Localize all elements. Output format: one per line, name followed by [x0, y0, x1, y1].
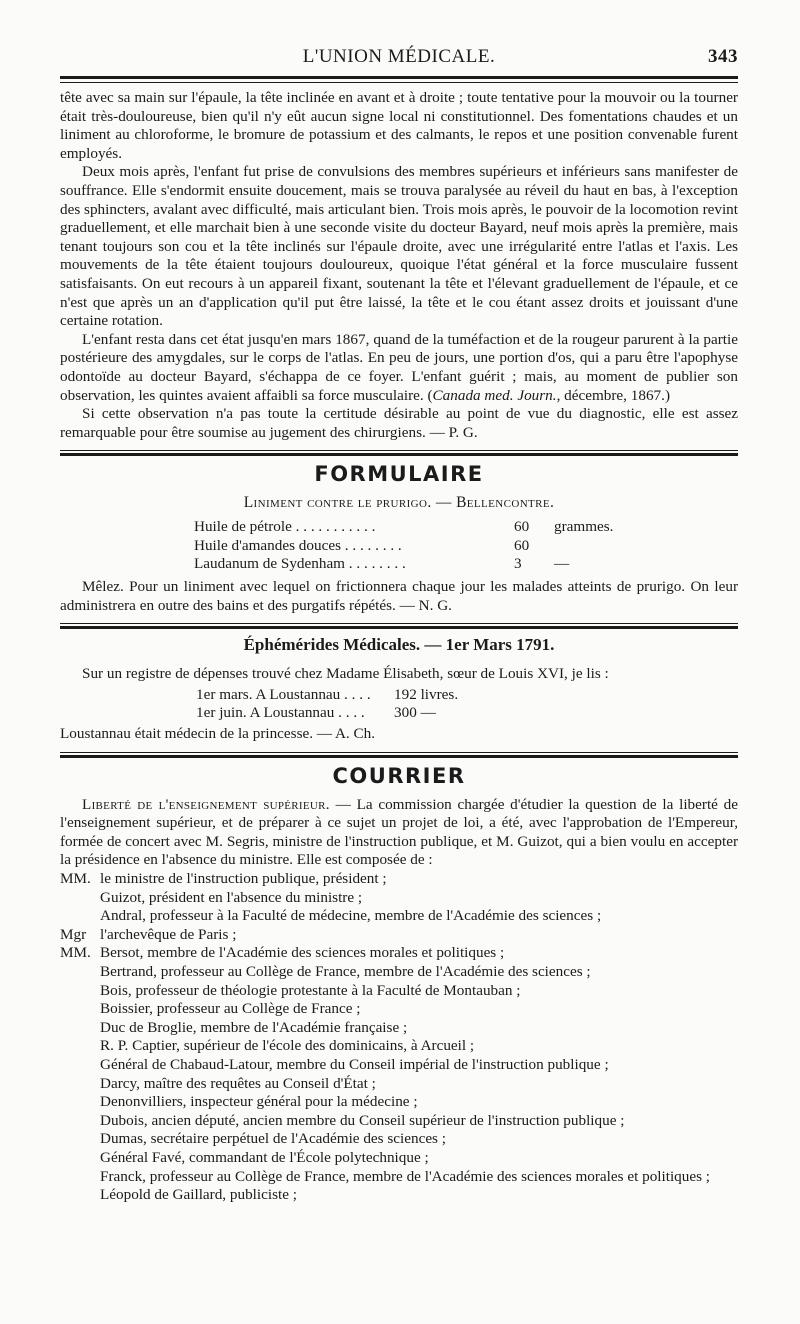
ingredient-unit: grammes.	[554, 518, 614, 536]
member-text: Général de Chabaud-Latour, membre du Conseil impérial de l'instruction publique ;	[100, 1055, 609, 1073]
member-row	[60, 1075, 738, 1094]
member-text: Duc de Broglie, membre de l'Académie française ;	[100, 1018, 408, 1036]
member-row	[60, 1037, 738, 1056]
member-text: Boissier, professeur au Collège de France ;	[100, 1000, 361, 1018]
section-rule-formulaire	[60, 450, 738, 456]
ephemerides-date: 1er mars. A Loustannau . . . .	[196, 685, 371, 703]
member-row	[60, 982, 738, 1001]
ephemerides-title: Éphémérides Médicales. — 1er Mars 1791.	[243, 635, 555, 655]
citation-open: (	[427, 386, 433, 404]
journal-title: L'UNION MÉDICALE.	[302, 46, 496, 67]
member-text: Dubois, ancien député, ancien membre du Conseil supérieur de l'instruction publique ;	[100, 1111, 625, 1129]
member-prefix	[60, 1149, 100, 1168]
member-text: l'archevêque de Paris ;	[100, 925, 237, 943]
ingredient-name: Huile de pétrole . . . . . . . . . . .	[194, 518, 376, 536]
member-prefix: MM.	[60, 870, 91, 887]
running-head	[60, 46, 738, 72]
member-text: Andral, professeur à la Faculté de médecine, membre de l'Académie des sciences ;	[100, 907, 602, 925]
member-text: Denonvilliers, inspecteur général pour la médecine ;	[100, 1093, 418, 1111]
member-prefix	[60, 982, 100, 1001]
formulaire-text: Mêlez. Pour un liniment avec lequel on frictionnera chaque jour les malades atteints de prurigo. On leur administrera en outre des bains et des purgatifs répétés. — N. G.	[60, 578, 738, 614]
paragraph-4: Si cette observation n'a pas toute la certitude désirable au point de vue du diagnostic, elle est assez remarquable pour être soumise au jugement des chirurgiens. — P. G.	[60, 405, 738, 441]
member-row	[60, 907, 738, 926]
member-text: Bertrand, professeur au Collège de France, membre de l'Académie des sciences ;	[100, 962, 591, 980]
member-row	[60, 963, 738, 982]
member-text: Général Favé, commandant de l'École polytechnique ;	[100, 1148, 429, 1166]
member-prefix	[60, 1186, 100, 1205]
member-prefix	[60, 1037, 100, 1056]
member-text: Léopold de Gaillard, publiciste ;	[100, 1186, 297, 1204]
ingredient-list	[194, 518, 738, 574]
paragraph-3-text: L'enfant resta dans cet état jusqu'en mars 1867, quand de la tuméfaction et de la rougeur parurent à la partie postérieure des amygdales, sur le corps de l'atlas. En peu de jours, une portion d'os, qui a paru être l'apophyse odontoïde au docteur Bayard, s'échappa de ce foyer. L'enfant guérit ; mais, au moment de publier son observation, les quintes avaient affaibli sa force musculaire.	[60, 330, 738, 404]
section-rule-ephemerides	[60, 623, 738, 629]
paragraph-3	[60, 331, 738, 405]
member-text: le ministre de l'instruction publique, président ;	[100, 870, 387, 887]
member-row	[60, 1130, 738, 1149]
member-prefix	[60, 963, 100, 982]
courrier-lead: Liberté de l'enseignement supérieur.	[82, 795, 330, 813]
member-row	[60, 926, 738, 945]
member-text: Franck, professeur au Collège de France, membre de l'Académie des sciences morales et politiques ;	[100, 1167, 711, 1185]
member-prefix	[60, 907, 100, 926]
member-prefix: Mgr	[60, 925, 87, 943]
header-rule	[60, 76, 738, 83]
citation-source: Canada med. Journ.	[432, 386, 557, 404]
member-prefix	[60, 1019, 100, 1038]
courrier-paragraph	[60, 796, 738, 870]
ingredient-qty: 60	[514, 536, 530, 554]
courrier-title: COURRIER	[332, 763, 466, 788]
member-row	[60, 889, 738, 908]
member-prefix	[60, 1075, 100, 1094]
member-row	[60, 1000, 738, 1019]
section-rule-courrier	[60, 752, 738, 758]
member-text: Bersot, membre de l'Académie des sciences morales et politiques ;	[100, 944, 505, 962]
member-prefix	[60, 1056, 100, 1075]
paragraph-2: Deux mois après, l'enfant fut prise de convulsions des membres supérieurs et inférieurs sans manifester de souffrance. Elle s'endormit ensuite doucement, mais se trouva paralysée au réveil du haut en bas, à l'exception des sphincters, avalant avec difficulté, mais articulant bien. Trois mois après, le pouvoir de la locomotion revint graduellement, et elle marchait bien à une seconde visite du docteur Bayard, neuf mois après la première, mais tenant toujours son cou et la tête inclinés sur l'épaule droite, avec une irrégularité entre l'atlas et l'axis. Les mouvements de la tête étaient toujours douloureux, quoique l'état général et la force musculaire fussent satisfaisants. On eut recours à un appareil fixant, soutenant la tête et l'élevant graduellement de l'épaule, et ce n'est que après un an d'application qu'il put être laissé, la tête et le cou étant assez droits et jouissant d'une certaine rotation.	[60, 163, 738, 330]
formulaire-title: FORMULAIRE	[314, 462, 484, 487]
member-prefix	[60, 1112, 100, 1131]
member-text: R. P. Captier, supérieur de l'école des dominicains, à Arcueil ;	[100, 1037, 475, 1055]
ephemerides-date: 1er juin. A Loustannau . . . .	[196, 704, 365, 722]
paragraph-1: tête avec sa main sur l'épaule, la tête inclinée en avant et à droite ; toute tentative pour la mouvoir ou la tourner était très-douloureuse, bien qu'il n'y eût aucun signe local ni constitutionnel. Des fomentations chaudes et un liniment au chloroforme, le bromure de potassium et des calmants, le repos et une position convenable furent employés.	[60, 89, 738, 162]
member-row	[60, 1149, 738, 1168]
member-text: Dumas, secrétaire perpétuel de l'Académie des sciences ;	[100, 1130, 446, 1148]
article-continuation	[60, 89, 738, 442]
member-prefix	[60, 1168, 100, 1187]
member-text: Guizot, président en l'absence du ministre ;	[100, 888, 363, 906]
member-row	[60, 1093, 738, 1112]
ephemerides-row	[196, 704, 738, 723]
member-row	[60, 1186, 738, 1205]
courrier-text: — La commission chargée d'étudier la question de la liberté de l'enseignement supérieur, et de préparer à ce sujet un projet de loi, a été, avec l'approbation de l'Empereur, formée de concert avec M. Segris, ministre de l'instruction publique, et M. Guizot, qui a bien voulu en accepter la présidence en l'absence du ministre. Elle est composée de :	[60, 795, 738, 869]
formulaire-subtitle: Liniment contre le prurigo. — Bellencontre.	[243, 494, 555, 512]
ephemerides-intro: Sur un registre de dépenses trouvé chez Madame Élisabeth, sœur de Louis XVI, je lis :	[82, 665, 609, 683]
member-prefix	[60, 1093, 100, 1112]
ingredient-unit: —	[554, 555, 570, 573]
member-row	[60, 944, 738, 963]
member-row	[60, 1019, 738, 1038]
member-row	[60, 1056, 738, 1075]
ephemerides-row	[196, 686, 738, 705]
ingredient-row	[194, 518, 738, 537]
page-number: 343	[708, 46, 738, 67]
member-row	[60, 1112, 738, 1131]
member-text: Darcy, maître des requêtes au Conseil d'État ;	[100, 1074, 376, 1092]
ephemerides-amount: 300 —	[394, 704, 436, 722]
member-row	[60, 870, 738, 889]
ingredient-row	[194, 537, 738, 556]
member-row	[60, 1168, 738, 1187]
ephemerides-entries	[196, 686, 738, 723]
member-prefix	[60, 1000, 100, 1019]
ephemerides-closing: Loustannau était médecin de la princesse. — A. Ch.	[60, 725, 376, 743]
ingredient-name: Huile d'amandes douces . . . . . . . .	[194, 536, 402, 554]
member-text: Bois, professeur de théologie protestante à la Faculté de Montauban ;	[100, 981, 521, 999]
ephemerides-amount: 192 livres.	[394, 685, 459, 703]
member-prefix	[60, 1130, 100, 1149]
member-prefix	[60, 889, 100, 908]
ingredient-qty: 3	[514, 555, 522, 573]
citation-rest: , décembre, 1867.)	[556, 386, 671, 404]
commission-members	[60, 870, 738, 1205]
member-prefix: MM.	[60, 944, 91, 962]
ingredient-row	[194, 555, 738, 574]
ingredient-name: Laudanum de Sydenham . . . . . . . .	[194, 555, 406, 573]
ingredient-qty: 60	[514, 518, 530, 536]
